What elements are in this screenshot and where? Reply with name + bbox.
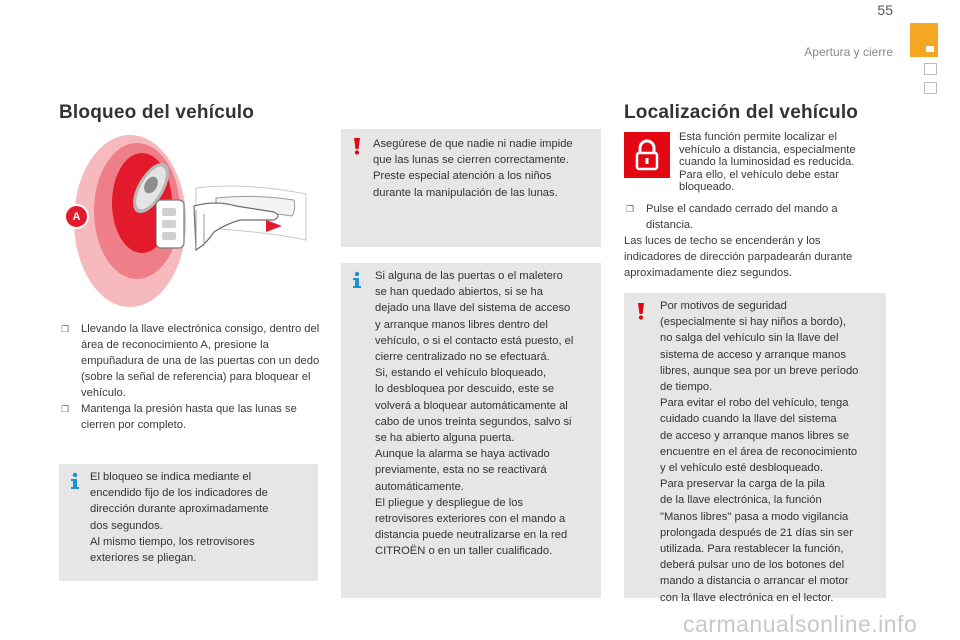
watermark: carmanualsonline.info: [683, 611, 918, 637]
locate-instruction: [624, 201, 868, 233]
warning-box-windows: [341, 129, 601, 247]
info-box-lock-conditions: [341, 263, 601, 598]
warning-box-text: Asegúrese de que nadie ni nadie impide que las lunas se cierren correctamente. Preste especial atención a los niños durante la manipulación de las lunas.: [373, 138, 573, 199]
door-handle-illustration: [156, 180, 318, 272]
info-box-lock-indication: [59, 464, 318, 581]
section-heading-locate: Localización del vehículo: [624, 102, 859, 123]
locate-intro-text: Esta función permite localizar el vehículo a distancia, especialmente cuando la luminosidad es reducida. Para ello, el vehículo debe estar bloqueado.: [679, 131, 856, 194]
nav-square-1: [924, 63, 937, 75]
warning-box-text: Por motivos de seguridad (especialmente si hay niños a bordo), no salga del vehículo sin la llave del sistema de acceso y arranque manos libres, aunque sea por un breve período de tiempo. Para evitar el robo del vehículo, tenga cuidado cuando la llave del sistema de acceso y arranque manos libres se encuentre en el área de reconocimiento y el vehículo esté desbloqueado. Para preservar la carga de la pila de la llave electrónica, la función "Manos libres" pasa a modo vigilancia prolongada después de 21 días sin ser utilizada. Para restablecer la función, deberá pulsar uno de los botones del mando a distancia o arrancar el motor con la llave electrónica en el lector.: [660, 300, 859, 604]
lock-instructions: [59, 321, 321, 433]
area-a-callout: A: [64, 204, 89, 229]
locked-padlock-button-illustration: [624, 132, 670, 178]
instruction-bullet-locate: ❒ Pulse el candado cerrado del mando a distancia.: [626, 203, 838, 231]
info-box-text: Si alguna de las puertas o el maletero se han quedado abiertos, si se ha dejado una llave del sistema de acceso y arranque manos libres dentro del vehículo, o si el contacto está puesto, el cierre centralizado no se efectuará. Si, estando el vehículo bloqueado, lo desbloquea por descuido, este se volverá a bloquear automáticamente al cabo de unos treinta segundos, salvo si se ha abierto alguna puerta. Aunque la alarma se haya activado previamente, esta no se reactivará automáticamente. El pliegue y despliegue de los retrovisores exteriores con el mando a distancia puede neutralizarse en la red CITROËN o en un taller cualificado.: [375, 270, 574, 558]
instruction-bullet-2: ❒ Mantenga la presión hasta que las lunas se cierren por completo.: [61, 403, 297, 431]
warning-box-security: [624, 293, 886, 604]
bullet-marker-icon: ❒: [61, 404, 70, 414]
locate-result-text: Las luces de techo se encenderán y los indicadores de dirección parpadearán durante aproximadamente diez segundos.: [624, 235, 853, 279]
instruction-bullet-1: ❒ Llevando la llave electrónica consigo, dentro del área de reconocimiento A, presione la empuñadura de una de las puertas con un dedo (sobre la señal de referencia) para bloquear el vehículo.: [61, 323, 320, 399]
chapter-tab: [910, 23, 938, 57]
section-title: Apertura y cierre: [804, 45, 893, 59]
warning-icon: [349, 137, 365, 155]
warning-icon: [633, 302, 649, 320]
bullet-marker-icon: ❒: [61, 324, 70, 334]
info-icon: [67, 472, 83, 490]
nav-square-2: [924, 82, 937, 94]
info-box-text: El bloqueo se indica mediante el encendido fijo de los indicadores de dirección durante aproximadamente dos segundos. Al mismo tiempo, los retrovisores exteriores se pliegan.: [90, 471, 269, 565]
info-icon: [349, 271, 365, 289]
bullet-marker-icon: ❒: [626, 204, 635, 214]
section-heading-lock: Bloqueo del vehículo: [59, 102, 255, 123]
padlock-icon: [634, 139, 660, 171]
page-number: 55: [877, 2, 893, 18]
